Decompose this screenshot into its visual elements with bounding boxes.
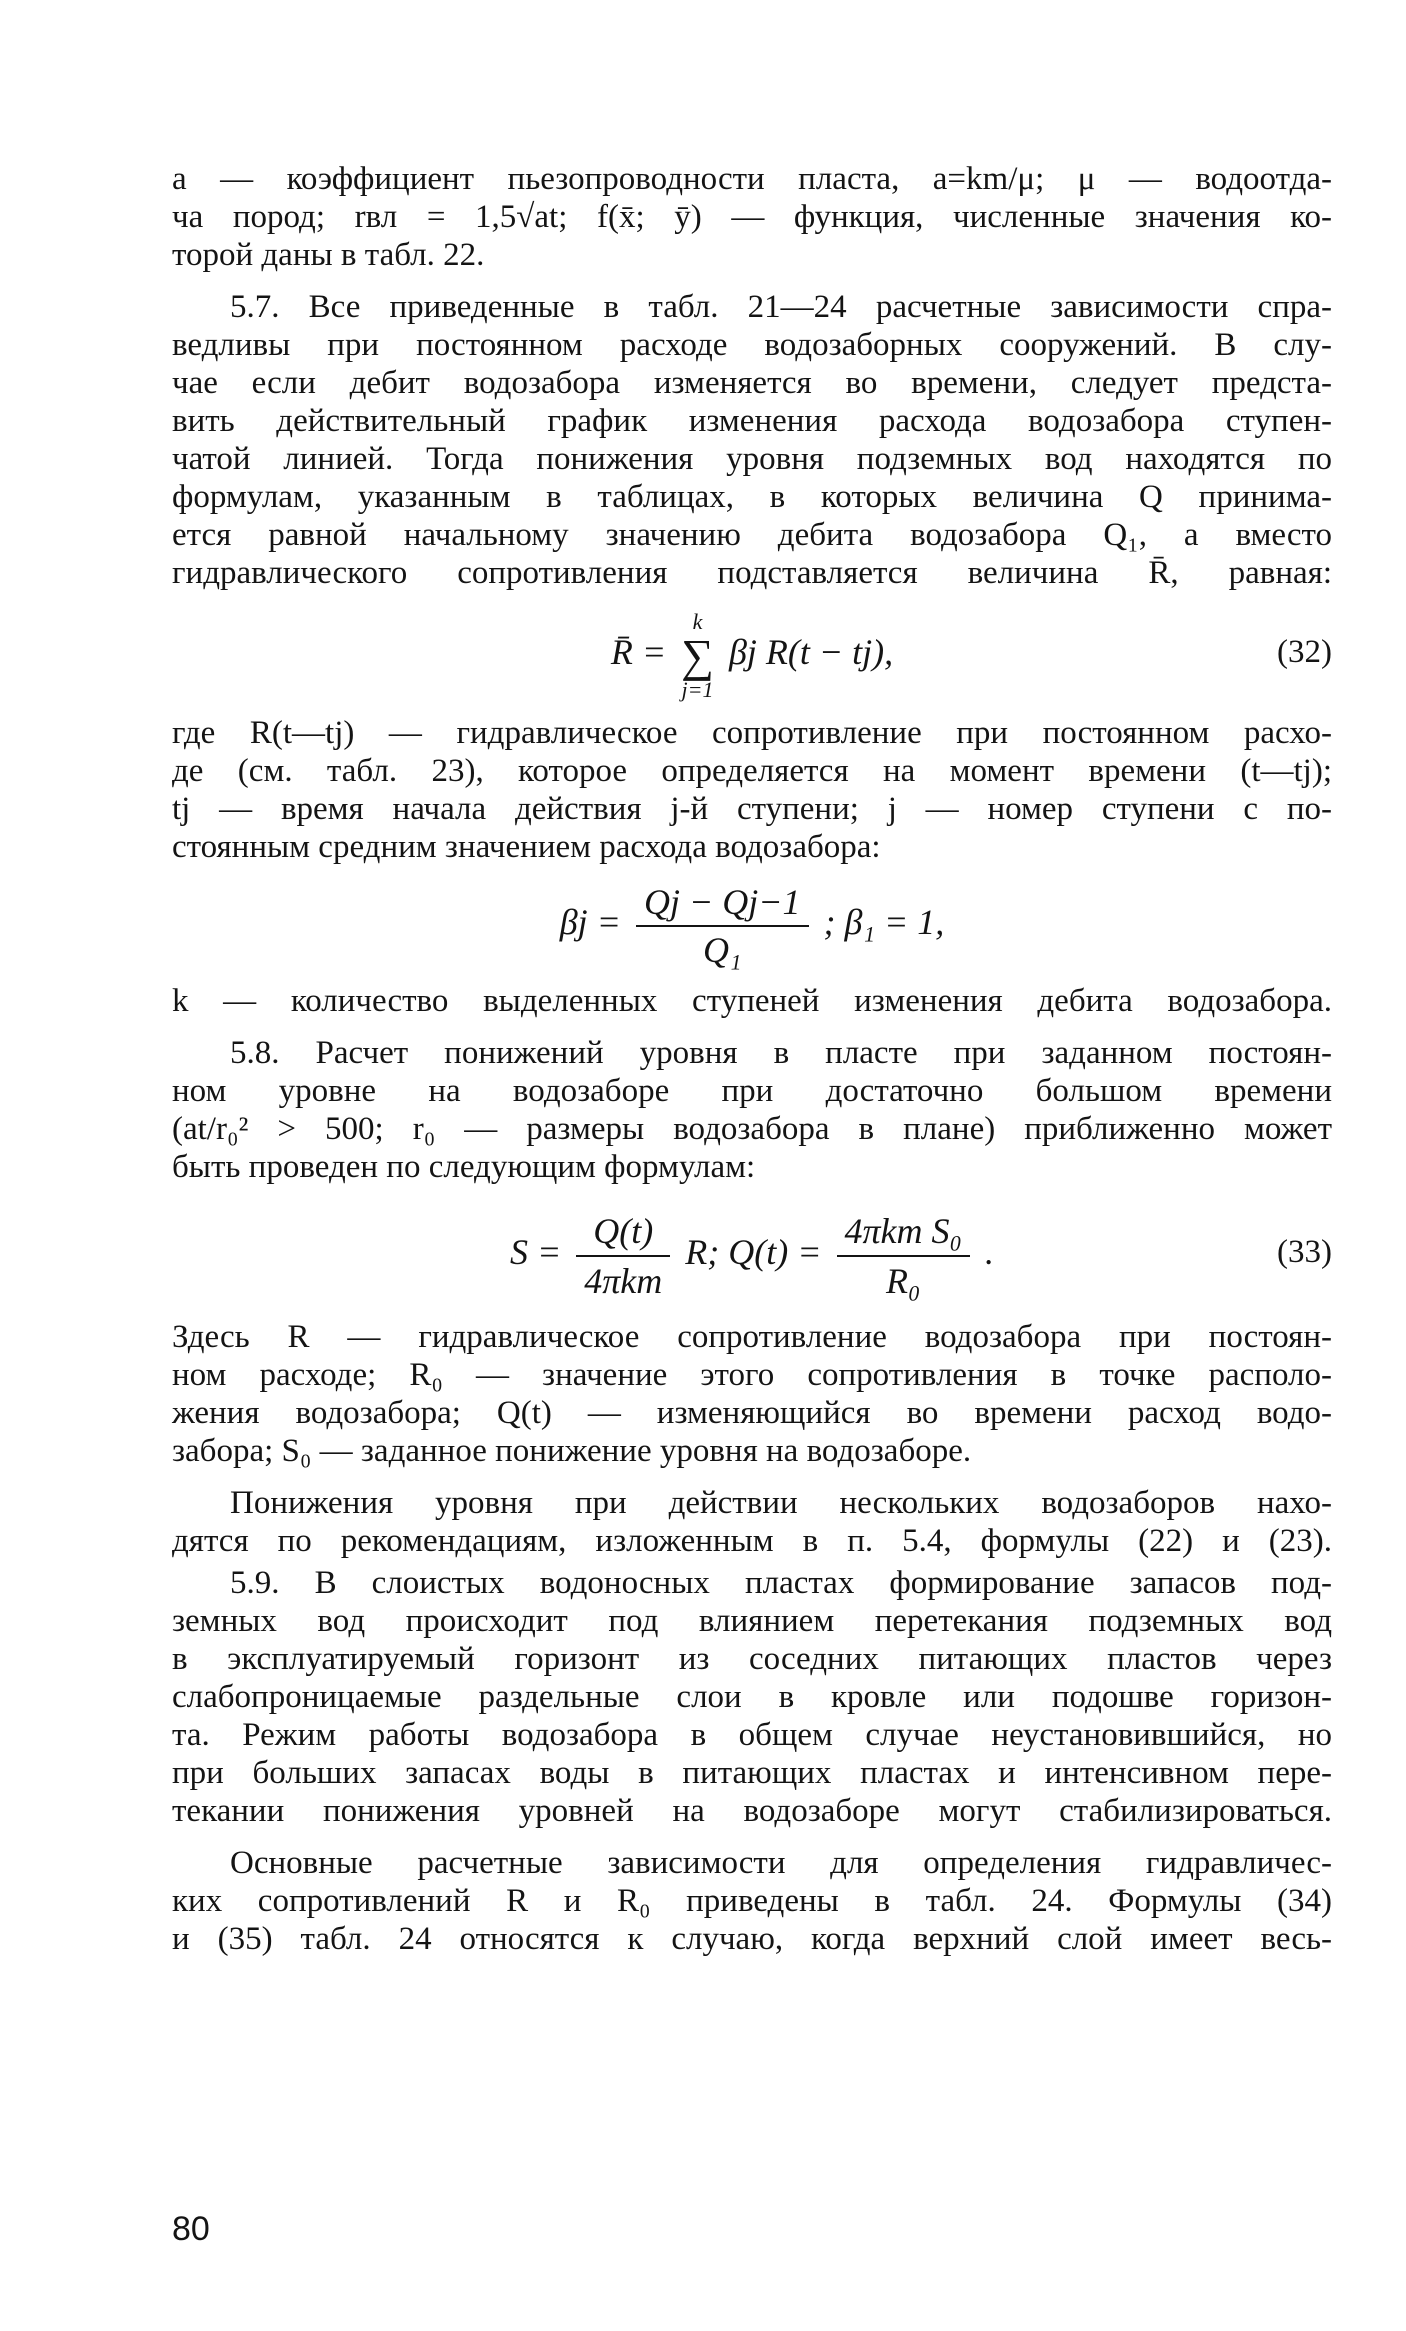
beta-fraction (636, 881, 809, 971)
page-body (172, 160, 1332, 1958)
text-line: забора; S₀ — заданное понижение уровня на водозаборе. (172, 1433, 972, 1469)
paragraph-5-9 (172, 1564, 1332, 1830)
beta-denominator: Q₁ (702, 929, 742, 970)
text-line: стоянным средним значением расхода водозабора: (172, 829, 881, 865)
formula-33-mid: R; Q(t) = (685, 1232, 822, 1272)
page-number: 80 (172, 2210, 210, 2248)
text-line: a — коэффициент пьезопроводности пласта, a=km/μ; μ — водоотда- (172, 161, 1332, 197)
text-line: слабопроницаемые раздельные слои в кровле или подошве горизон- (172, 1679, 1332, 1715)
formula-33-lhs: S = (509, 1232, 562, 1272)
text-line: при больших запасах воды в питающих пластах и интенсивном пере- (172, 1755, 1332, 1791)
text-line: 5.9. В слоистых водоносных пластах формирование запасов под- (230, 1565, 1332, 1601)
paragraph-k (172, 982, 1332, 1020)
paragraph-main-dependencies (172, 1844, 1332, 1958)
text-line: и (35) табл. 24 относятся к случаю, когда верхний слой имеет весь- (172, 1921, 1332, 1957)
fraction-4pikms0-over-r0 (837, 1209, 971, 1303)
sigma-icon: ∑ (681, 629, 714, 681)
text-line: ется равной начальному значению дебита водозабора Q₁, а вместо (172, 517, 1332, 553)
text-line: k — количество выделенных ступеней изменения дебита водозабора. (172, 983, 1332, 1019)
text-line: ких сопротивлений R и R₀ приведены в табл. 24. Формулы (34) (172, 1883, 1332, 1919)
text-line: дятся по рекомендациям, изложенным в п. 5.4, формулы (22) и (23). (172, 1523, 1332, 1559)
paragraph-definitions (172, 160, 1332, 274)
text-line: ном расходе; R₀ — значение этого сопротивления в точке располо- (172, 1357, 1332, 1393)
fraction-q-over-4pikm (576, 1209, 670, 1303)
text-line: tj — время начала действия j-й ступени; j — номер ступени с по- (172, 791, 1332, 827)
text-line: чае если дебит водозабора изменяется во времени, следует предста- (172, 365, 1332, 401)
formula-32 (172, 596, 1332, 708)
paragraph-5-8 (172, 1034, 1332, 1186)
paragraph-5-7 (172, 288, 1332, 592)
text-line: жения водозабора; Q(t) — изменяющийся во времени расход водо- (172, 1395, 1332, 1431)
text-line: формулам, указанным в таблицах, в которых величина Q принима- (172, 479, 1332, 515)
paragraph-where (172, 714, 1332, 866)
text-line: в эксплуатируемый горизонт из соседних питающих пластов через (172, 1641, 1332, 1677)
text-line: 5.8. Расчет понижений уровня в пласте при заданном постоян- (230, 1035, 1332, 1071)
text-line: быть проведен по следующим формулам: (172, 1149, 756, 1185)
text-line: Основные расчетные зависимости для определения гидравличес- (230, 1845, 1332, 1881)
fraction-numerator: 4πkm S₀ (837, 1209, 971, 1257)
text-line: Здесь R — гидравлическое сопротивление водозабора при постоян- (172, 1319, 1332, 1355)
formula-32-body: βj R(t − tj), (728, 632, 894, 672)
text-line: ча пород; rвл = 1,5√at; f(x̄; ȳ) — функция, численные значения ко- (172, 199, 1332, 235)
text-line: де (см. табл. 23), которое определяется на момент времени (t—tj); (172, 753, 1332, 789)
fraction-denominator: 4πkm (584, 1260, 663, 1301)
text-line: гидравлического сопротивления подставляется величина R̄, равная: (172, 555, 1332, 591)
text-line: текании понижения уровней на водозаборе могут стабилизироваться. (172, 1793, 1332, 1829)
text-line: та. Режим работы водозабора в общем случае неустановившийся, но (172, 1717, 1332, 1753)
formula-33-tail: . (985, 1232, 995, 1272)
summation-operator (681, 608, 714, 702)
formula-33 (172, 1192, 1332, 1312)
equation-number: (32) (1277, 634, 1332, 670)
text-line: чатой линией. Тогда понижения уровня подземных вод находятся по (172, 441, 1332, 477)
text-line: 5.7. Все приведенные в табл. 21—24 расчетные зависимости спра- (230, 289, 1332, 325)
sum-lower-limit: j=1 (681, 676, 714, 702)
paragraph-multiple-intakes (172, 1484, 1332, 1560)
beta-numerator: Qj − Qj−1 (636, 881, 809, 927)
text-line: где R(t—tj) — гидравлическое сопротивление при постоянном расхо- (172, 715, 1332, 751)
text-line: вить действительный график изменения расхода водозабора ступен- (172, 403, 1332, 439)
beta-rhs: ; β₁ = 1, (823, 902, 945, 942)
formula-32-lhs: R̄ = (610, 632, 667, 672)
text-line: Понижения уровня при действии нескольких водозаборов нахо- (230, 1485, 1332, 1521)
fraction-numerator: Q(t) (576, 1209, 670, 1257)
equation-number: (33) (1277, 1234, 1332, 1270)
text-line: земных вод происходит под влиянием перетекания подземных вод (172, 1603, 1332, 1639)
text-line: (at/r₀² > 500; r₀ — размеры водозабора в плане) приближенно может (172, 1111, 1332, 1147)
text-line: ном уровне на водозаборе при достаточно большом времени (172, 1073, 1332, 1109)
fraction-denominator: R₀ (886, 1260, 921, 1301)
formula-beta (172, 870, 1332, 974)
beta-lhs: βj = (559, 902, 621, 942)
text-line: ведливы при постоянном расходе водозаборных сооружений. В слу- (172, 327, 1332, 363)
text-line: торой даны в табл. 22. (172, 237, 485, 273)
sum-upper-limit: k (692, 608, 703, 634)
paragraph-here (172, 1318, 1332, 1470)
